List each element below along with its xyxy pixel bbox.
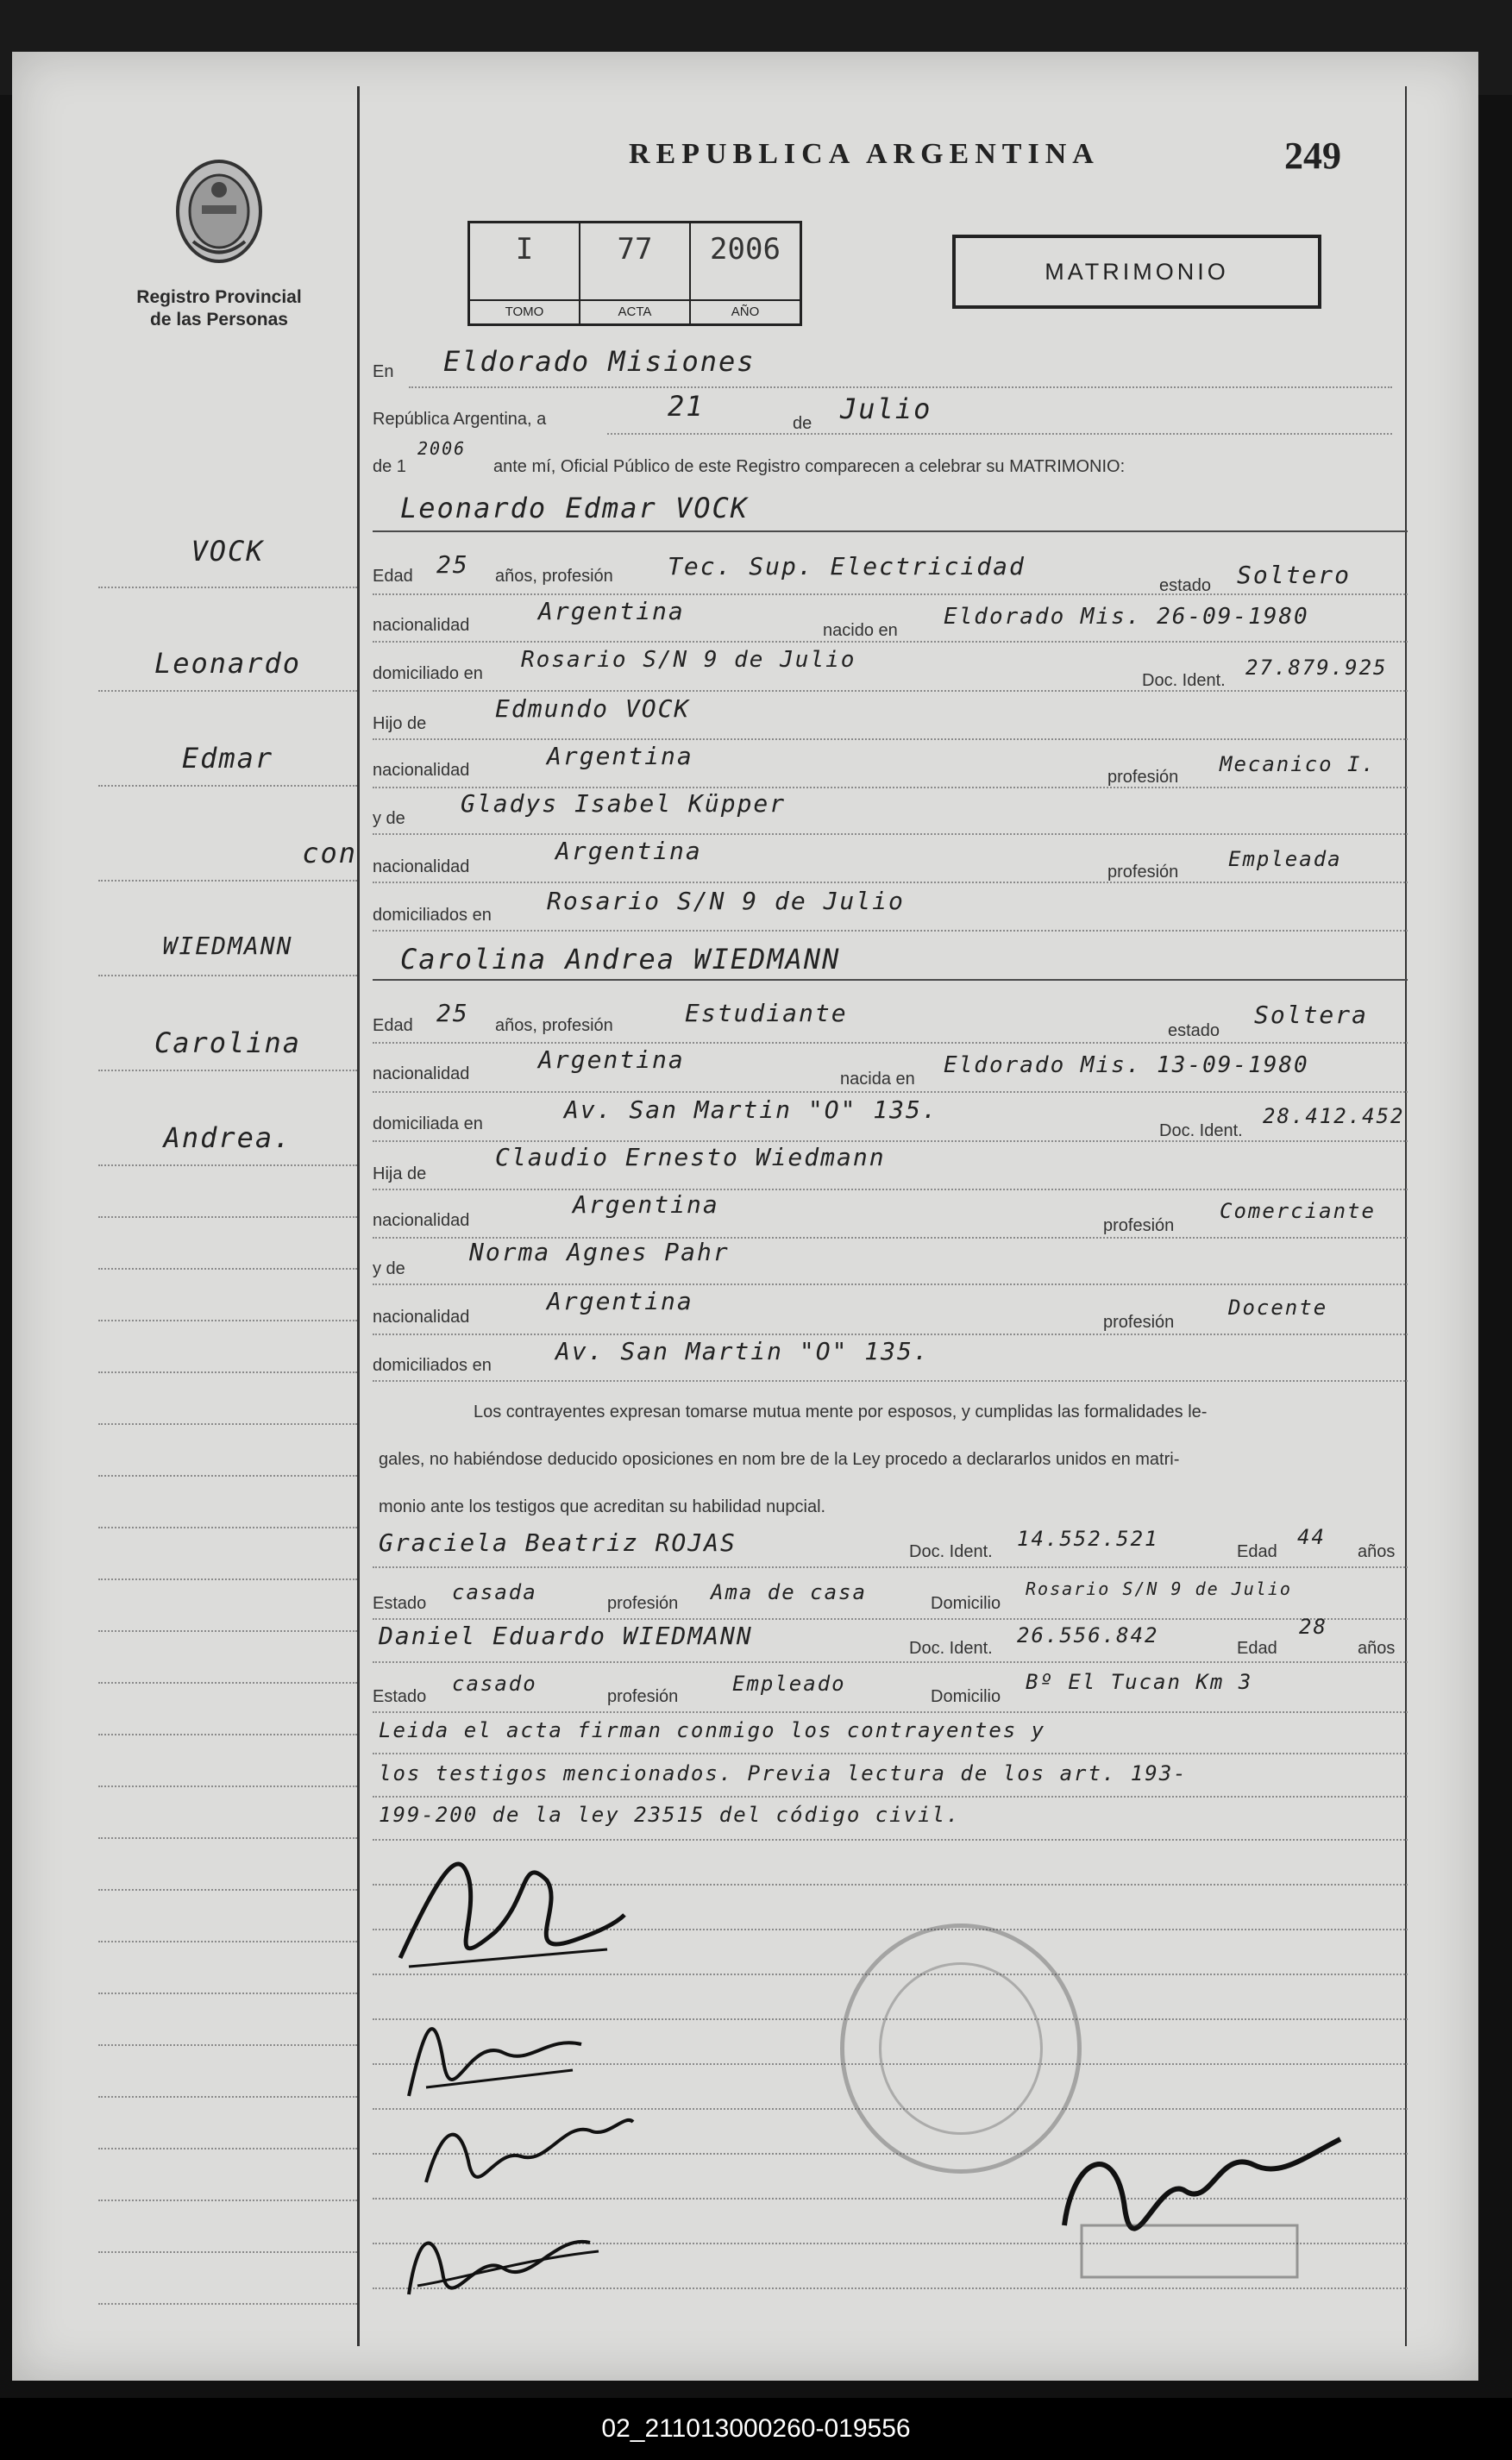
witness-1-address: Rosario S/N 9 de Julio [1026,1578,1292,1599]
groom-full-name: Leonardo Edmar VOCK [400,492,750,524]
groom-parents-address: Rosario S/N 9 de Julio [547,887,905,915]
declaration-line-3: monio ante los testigos que acreditan su habilidad nupcial. [379,1497,826,1516]
witness-2-name: Daniel Eduardo WIEDMANN [379,1622,753,1650]
groom-age: 25 [436,550,469,579]
year-prefix: de 1 [373,457,406,476]
margin-surname-1: VOCK [191,535,265,568]
register-page: Registro Provincial de las Personas REPUBLICA ARGENTINA 249 I TOMO 77 ACTA 2006 AÑO MATRIMONIO En Eldorado Misiones República Argentina, a 21 de Julio de 1 2006 ante mí, Oficial Público de este Registro comparecen a celebrar su MATRIMONIO: Leonardo Edmar VOCK Edad 25 años, profesión Tec. Sup. Electricidad estado Soltero nacionalidad Argentina nacido en Eldorado Mis. 26-09-1980 domiciliado en Rosario S/N 9 de Julio Doc. Ident. 27.879.925 Hijo de Edmundo VOCK nacionalidad Argentina profesión Mecanico I. y de Gladys Isabel Küpper nacionalidad Argentina profesión Empleada domiciliados en Rosario S/N 9 de Julio Carolina Andrea WIEDMANN Edad 25 años, profesión Estudiante estado Soltera nacionalidad Argentina nacida en Eldorado Mis. 13-09-1980 domiciliada en Av. San Martin "O" 135. Doc. Ident. 28.412.452 Hija de Claudio Ernesto Wiedmann nacionalidad Argentina profesión Comerciante y de Norma Agnes Pahr nacionalidad Argentina profesión Docente domiciliados en Av. San Martin "O" 135. Los contrayentes expresan tomarse mutua mente por esposos, y cumplidas las formalidades le- gales, no habiéndose deducido oposiciones en nom bre de la Ley procedo a declararlos unidos en matri- monio ante los testigos que acreditan su habilidad nupcial. Graciela Beatriz ROJAS Doc. Ident. 14.552.521 Edad 44 años Estado casada profesión Ama de casa Domicilio Rosario S/N 9 de Julio Daniel Eduardo WIEDMANN Doc. Ident. 26.556.842 Edad 28 años Estado casado profesión Empleado Domicilio Bº El Tucan Km 3 Leida el acta firman conmigo los contrayentes y los testigos mencionados. Previa lectura de los art. 193- 199-200 de la ley 23515 del código civil. VOCK Leonardo Edmar con WIEDMANN Carolina Andrea. [12,52,1478,2381]
bride-address: Av. San Martin "O" 135. [564,1095,938,1124]
witness-2-doc: 26.556.842 [1017,1623,1159,1647]
margin-name-2a: Carolina [154,1026,302,1059]
month-value: Julio [840,392,932,425]
groom-father-nationality: Argentina [547,742,693,770]
witness-1-profession: Ama de casa [711,1580,867,1604]
margin-name-1a: Leonardo [154,647,302,680]
tomo-cell: I TOMO [470,223,580,323]
bride-father: Claudio Ernesto Wiedmann [495,1143,886,1171]
bride-father-profession: Comerciante [1220,1199,1376,1223]
groom-birth: Eldorado Mis. 26-09-1980 [944,604,1309,630]
republica-label: República Argentina, a [373,410,547,429]
groom-mother-profession: Empleada [1228,847,1342,871]
witness-1-doc: 14.552.521 [1017,1527,1159,1551]
signature-1-icon [392,1829,633,1992]
bride-parents-address: Av. San Martin "O" 135. [555,1337,930,1365]
bride-birth: Eldorado Mis. 13-09-1980 [944,1052,1309,1078]
country-title: REPUBLICA ARGENTINA [629,138,1100,170]
margin-surname-2: WIEDMANN [162,932,293,960]
page-number: 249 [1284,135,1341,177]
closing-line-2: los testigos mencionados. Previa lectura de los art. 193- [379,1761,1188,1785]
signature-3-icon [417,2096,642,2208]
witness-2-status: casado [452,1672,537,1696]
witness-1-status: casada [452,1580,537,1604]
witness-1-age: 44 [1297,1525,1326,1549]
bride-mother: Norma Agnes Pahr [469,1238,730,1266]
official-signature-icon [1047,2122,1358,2294]
act-type-box: MATRIMONIO [952,235,1321,309]
groom-father-profession: Mecanico I. [1220,752,1376,776]
witness-1-name: Graciela Beatriz ROJAS [379,1528,737,1557]
year-value: 2006 [417,438,467,459]
groom-address: Rosario S/N 9 de Julio [521,647,856,673]
record-id-box [467,221,802,326]
en-label: En [373,362,394,381]
bride-status: Soltera [1254,1001,1369,1029]
groom-mother: Gladys Isabel Küpper [461,789,787,818]
margin-con: con [302,837,357,869]
margin-name-1b: Edmar [181,742,274,775]
coat-of-arms-icon [172,155,267,267]
groom-mother-nationality: Argentina [555,837,702,865]
bride-full-name: Carolina Andrea WIEDMANN [400,943,841,976]
bride-mother-nationality: Argentina [547,1287,693,1315]
groom-nationality: Argentina [538,597,685,625]
de-label: de [793,414,812,433]
day-value: 21 [668,390,705,423]
witness-2-address: Bº El Tucan Km 3 [1026,1670,1253,1694]
bride-nationality: Argentina [538,1045,685,1074]
closing-line-3: 199-200 de la ley 23515 del código civil. [379,1803,961,1827]
registry-name: Registro Provincial de las Personas [136,287,302,329]
declaration-line-2: gales, no habiéndose deducido oposiciones en nom bre de la Ley procedo a declararlos unidos en matri- [379,1450,1180,1469]
margin-name-2b: Andrea. [163,1121,292,1154]
groom-father: Edmundo VOCK [495,694,691,723]
right-border [1405,86,1407,2346]
closing-line-1: Leida el acta firman conmigo los contrayentes y [379,1718,1046,1742]
bride-doc: 28.412.452 [1263,1104,1405,1128]
bride-father-nationality: Argentina [573,1190,719,1219]
witness-2-age: 28 [1299,1615,1327,1639]
groom-doc: 27.879.925 [1245,656,1388,680]
acta-cell: 77 ACTA [580,223,691,323]
scan-id-footer: 02_211013000260-019556 [0,2398,1512,2460]
bride-age: 25 [436,999,469,1027]
bride-mother-profession: Docente [1228,1296,1328,1320]
place-value: Eldorado Misiones [443,345,756,378]
margin-divider [357,86,360,2346]
bride-profession: Estudiante [685,999,848,1027]
signature-4-icon [400,2200,616,2312]
anio-cell: 2006 AÑO [691,223,800,323]
intro-text: ante mí, Oficial Público de este Registro comparecen a celebrar su MATRIMONIO: [493,457,1126,476]
declaration-line-1: Los contrayentes expresan tomarse mutua mente por esposos, y cumplidas las formalidades le- [474,1403,1208,1421]
witness-2-profession: Empleado [732,1672,846,1696]
groom-profession: Tec. Sup. Electricidad [668,552,1026,580]
official-stamp-icon [840,1923,1082,2174]
groom-status: Soltero [1237,561,1352,589]
